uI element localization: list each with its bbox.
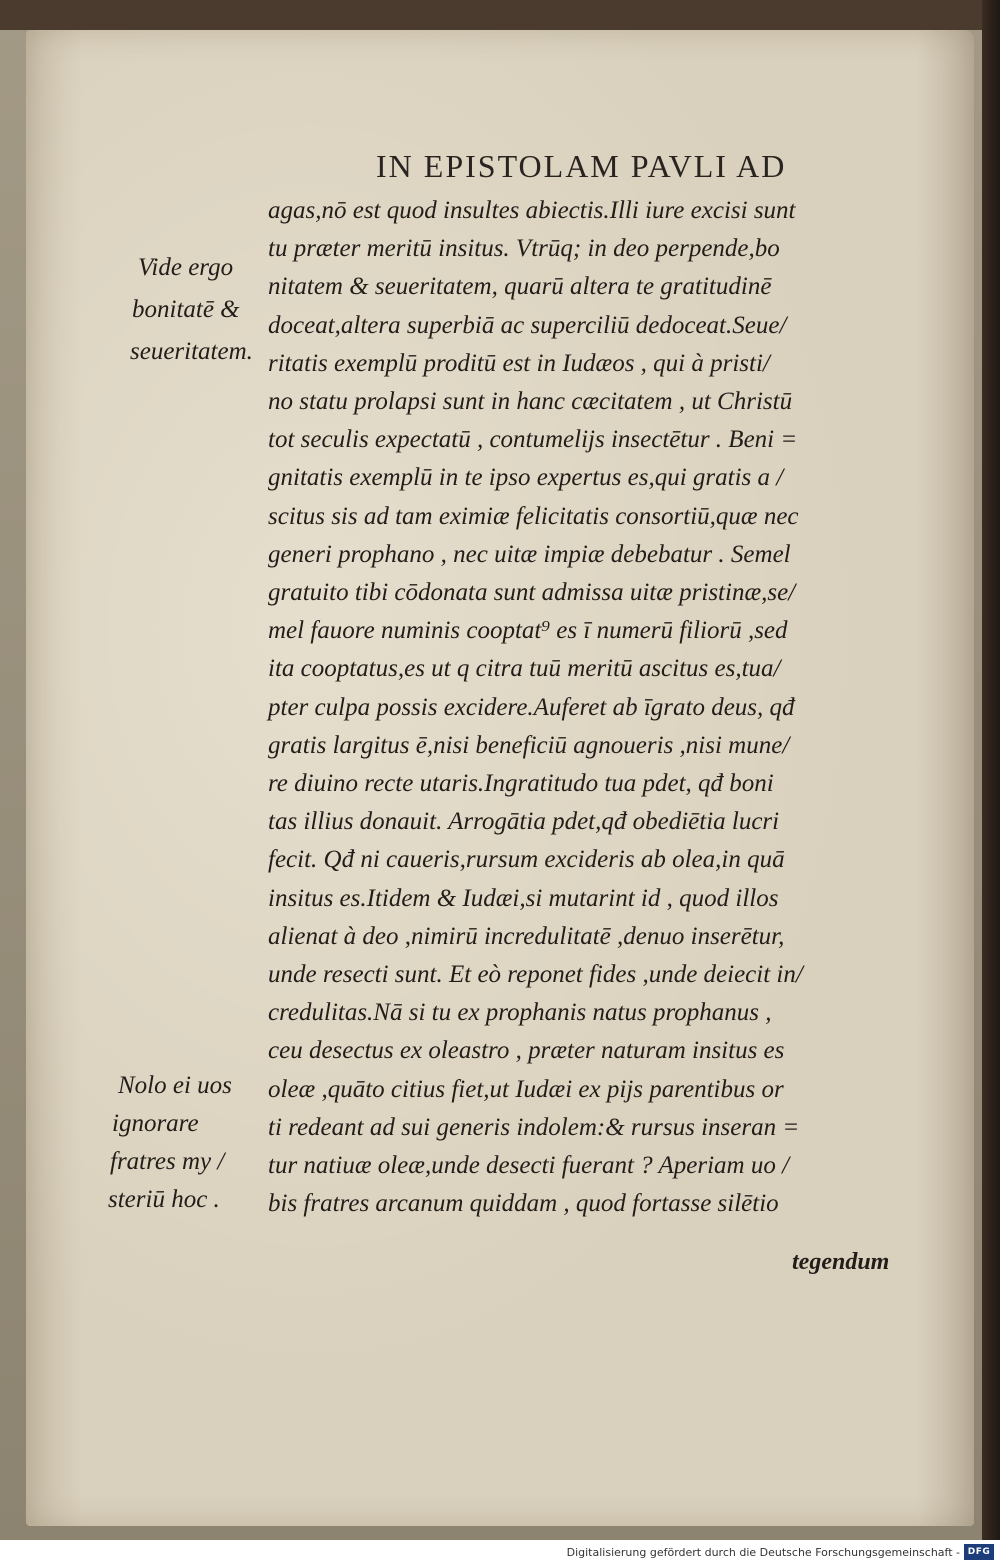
text-line: ceu desectus ex oleastro , præter naturam insitus es xyxy=(268,1037,785,1064)
binding-edge-right xyxy=(982,0,1000,1540)
text-line: alienat à deo ,nimirū incredulitatē ,denuo inserētur, xyxy=(268,923,785,950)
text-line: gratuito tibi cōdonata sunt admissa uitæ pristinæ,se/ xyxy=(268,579,796,606)
text-line: scitus sis ad tam eximiæ felicitatis consortiū,quæ nec xyxy=(268,503,799,530)
text-line: fecit. Qđ ni caueris,rursum excideris ab olea,in quā xyxy=(268,846,785,873)
text-line: doceat,altera superbiā ac superciliū dedoceat.Seue/ xyxy=(268,312,787,339)
text-line: mel fauore numinis cooptat⁹ es ī numerū filiorū ,sed xyxy=(268,617,788,644)
margin-note-line: Vide ergo xyxy=(138,254,234,281)
text-line: generi prophano , nec uitæ impiæ debebatur . Semel xyxy=(268,541,791,568)
text-line: tu præter meritū insitus. Vtrūq; in deo perpende,bo xyxy=(268,235,780,262)
text-line: nitatem & seueritatem, quarū altera te gratitudinē xyxy=(268,273,772,300)
margin-note-line: seueritatem. xyxy=(130,338,253,365)
text-line: re diuino recte utaris.Ingratitudo tua pdet, qđ boni xyxy=(268,770,774,797)
text-line: agas,nō est quod insultes abiectis.Illi iure excisi sunt xyxy=(268,197,796,224)
text-line: tur natiuæ oleæ,unde desecti fuerant ? Aperiam uo / xyxy=(268,1152,790,1179)
text-line: oleæ ,quāto citius fiet,ut Iudæi ex pijs parentibus or xyxy=(268,1076,784,1103)
margin-note-line: steriū hoc . xyxy=(108,1186,220,1213)
dfg-credit-text: Digitalisierung gefördert durch die Deutsche Forschungsgemeinschaft - xyxy=(566,1546,960,1559)
margin-note-line: ignorare xyxy=(112,1110,199,1137)
text-line: credulitas.Nā si tu ex prophanis natus prophanus , xyxy=(268,999,772,1026)
text-line: pter culpa possis excidere.Auferet ab īgrato deus, qđ xyxy=(268,694,795,721)
text-line: tas illius donauit. Arrogātia pdet,qđ obediētia lucri xyxy=(268,808,780,835)
text-line: ita cooptatus,es ut q citra tuū meritū ascitus es,tua/ xyxy=(268,655,781,682)
text-line: no statu prolapsi sunt in hanc cæcitatem , ut Christū xyxy=(268,388,793,415)
text-line: ti redeant ad sui generis indolem:& rursus inseran = xyxy=(268,1114,800,1141)
text-line: tot seculis expectatū , contumelijs insectētur . Beni = xyxy=(268,426,798,453)
text-line: unde resecti sunt. Et eò reponet fides ,unde deiecit in/ xyxy=(268,961,803,988)
text-line: gnitatis exemplū in te ipso expertus es,qui gratis a / xyxy=(268,464,784,491)
text-line: insitus es.Itidem & Iudæi,si mutarint id , quod illos xyxy=(268,885,779,912)
catchword: tegendum xyxy=(792,1249,890,1275)
margin-note-line: fratres my / xyxy=(110,1148,225,1175)
margin-note-line: Nolo ei uos xyxy=(118,1072,232,1099)
binding-edge-top xyxy=(0,0,1000,30)
margin-note-line: bonitatē & xyxy=(132,296,240,323)
text-line: bis fratres arcanum quiddam , quod fortasse silētio xyxy=(268,1190,779,1217)
text-line: ritatis exemplū proditū est in Iudæos , qui à pristi/ xyxy=(268,350,770,377)
running-head: IN EPISTOLAM PAVLI AD xyxy=(376,148,787,184)
text-line: gratis largitus ē,nisi beneficiū agnoueris ,nisi mune/ xyxy=(268,732,790,759)
dfg-logo-icon: DFG xyxy=(964,1544,994,1560)
